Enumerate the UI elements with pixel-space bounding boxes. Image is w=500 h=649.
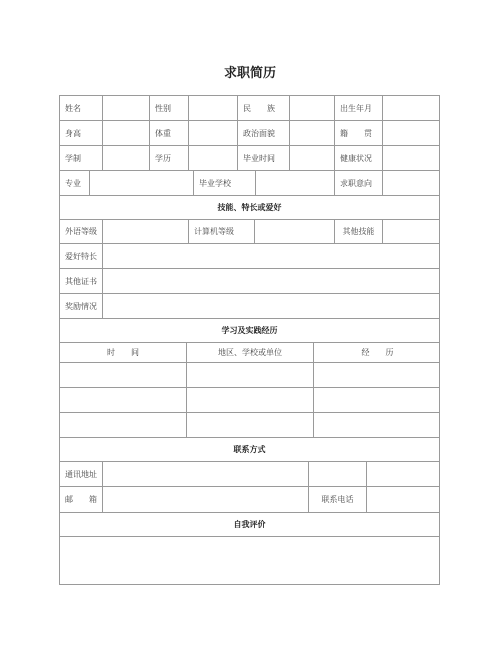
- experience-header-row: [60, 343, 439, 363]
- basic-row-1: [60, 96, 439, 121]
- certificates-row: [60, 269, 439, 294]
- grad-time-label: 毕业时间: [238, 146, 290, 170]
- health-field[interactable]: [383, 146, 441, 170]
- exp-place-field[interactable]: [187, 363, 314, 387]
- exp-time-field[interactable]: [60, 363, 187, 387]
- grad-time-field[interactable]: [290, 146, 335, 170]
- name-label: 姓名: [60, 96, 103, 120]
- col-place-header: 地区、学校或单位: [187, 343, 314, 362]
- education-field[interactable]: [189, 146, 238, 170]
- basic-row-4: [60, 171, 439, 196]
- email-field[interactable]: [103, 487, 309, 512]
- table-row: [60, 413, 439, 438]
- exp-detail-field[interactable]: [314, 413, 441, 437]
- hobbies-field[interactable]: [103, 244, 441, 268]
- weight-label: 体重: [150, 121, 189, 145]
- major-label: 专业: [60, 171, 90, 195]
- schooling-field[interactable]: [103, 146, 150, 170]
- email-label: 邮 箱: [60, 487, 103, 512]
- table-row: [60, 363, 439, 388]
- awards-field[interactable]: [103, 294, 441, 318]
- computer-label: 计算机等级: [189, 220, 255, 243]
- exp-place-field[interactable]: [187, 413, 314, 437]
- birth-field[interactable]: [383, 96, 441, 120]
- grad-school-label: 毕业学校: [194, 171, 256, 195]
- other-skills-label: 其他技能: [335, 220, 383, 243]
- foreign-lang-field[interactable]: [103, 220, 189, 243]
- schooling-label: 学制: [60, 146, 103, 170]
- health-label: 健康状况: [335, 146, 383, 170]
- skills-row: [60, 220, 439, 244]
- foreign-lang-label: 外语等级: [60, 220, 103, 243]
- awards-label: 奖励情况: [60, 294, 103, 318]
- email-row: [60, 487, 439, 513]
- birth-label: 出生年月: [335, 96, 383, 120]
- education-label: 学历: [150, 146, 189, 170]
- basic-row-3: [60, 146, 439, 171]
- gender-field[interactable]: [189, 96, 238, 120]
- certificates-field[interactable]: [103, 269, 441, 293]
- contact-heading: 联系方式: [233, 445, 266, 454]
- weight-field[interactable]: [189, 121, 238, 145]
- ethnicity-label: 民 族: [238, 96, 290, 120]
- exp-place-field[interactable]: [187, 388, 314, 412]
- grad-school-field[interactable]: [256, 171, 335, 195]
- hobbies-row: [60, 244, 439, 269]
- computer-field[interactable]: [255, 220, 335, 243]
- self-eval-field[interactable]: [60, 537, 439, 584]
- address-extra-field-2[interactable]: [367, 462, 441, 486]
- name-field[interactable]: [103, 96, 150, 120]
- certificates-label: 其他证书: [60, 269, 103, 293]
- self-eval-heading: 自我评价: [233, 520, 266, 529]
- col-time-header: 时 间: [60, 343, 187, 362]
- address-label: 通讯地址: [60, 462, 103, 486]
- politics-label: 政治面貌: [238, 121, 290, 145]
- job-intent-field[interactable]: [383, 171, 441, 195]
- skills-heading: 技能、特长或爱好: [217, 203, 282, 212]
- self-eval-section: [60, 513, 439, 537]
- experience-section: [60, 319, 439, 343]
- ethnicity-field[interactable]: [290, 96, 335, 120]
- gender-label: 性别: [150, 96, 189, 120]
- height-label: 身高: [60, 121, 103, 145]
- job-intent-label: 求职意向: [335, 171, 383, 195]
- address-field[interactable]: [103, 462, 309, 486]
- resume-form: [59, 95, 440, 585]
- major-field[interactable]: [90, 171, 194, 195]
- skills-section: [60, 196, 439, 220]
- exp-time-field[interactable]: [60, 413, 187, 437]
- address-row: [60, 462, 439, 487]
- phone-label: 联系电话: [309, 487, 367, 512]
- basic-row-2: [60, 121, 439, 146]
- awards-row: [60, 294, 439, 319]
- phone-field[interactable]: [367, 487, 441, 512]
- exp-detail-field[interactable]: [314, 363, 441, 387]
- page-title: 求职简历: [223, 66, 276, 81]
- politics-field[interactable]: [290, 121, 335, 145]
- origin-field[interactable]: [383, 121, 441, 145]
- hobbies-label: 爱好特长: [60, 244, 103, 268]
- exp-time-field[interactable]: [60, 388, 187, 412]
- other-skills-field[interactable]: [383, 220, 441, 243]
- col-exp-header: 经 历: [361, 348, 394, 357]
- experience-heading: 学习及实践经历: [221, 326, 278, 335]
- exp-detail-field[interactable]: [314, 388, 441, 412]
- address-extra-field[interactable]: [309, 462, 367, 486]
- table-row: [60, 388, 439, 413]
- contact-section: [60, 438, 439, 462]
- height-field[interactable]: [103, 121, 150, 145]
- origin-label: 籍 贯: [335, 121, 383, 145]
